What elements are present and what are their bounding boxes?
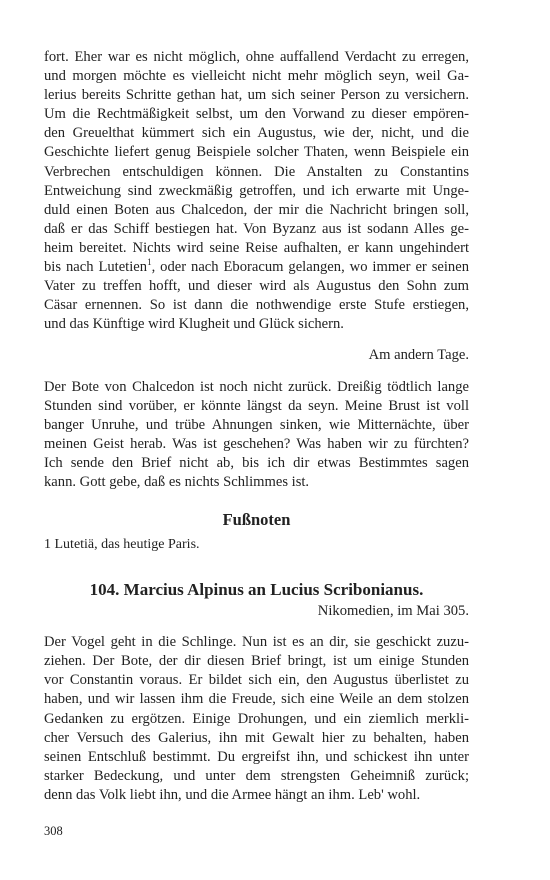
text-line: und das Künftige wird Klugheit und Glück sichern. (44, 316, 344, 333)
paragraph-1 (44, 48, 469, 334)
text-line: Ich sende den Brief nicht ab, bis ich dir etwas Bestimmtes sagen (44, 454, 469, 471)
text-line: fort. Eher war es nicht möglich, ohne auffallend Verdacht zu erregen, (44, 49, 469, 65)
page-number: 308 (44, 824, 63, 838)
text-line: seinen Entschluß bestimmt. Du ergreifst ihn, und schickest ihn unter (44, 748, 469, 765)
footnote-1: 1 Lutetiä, das heutige Paris. (44, 537, 200, 553)
text-line: ziehen. Der Bote, der dir diesen Brief bringt, ist um einige Stunden (44, 653, 469, 670)
paragraph-3 (44, 633, 469, 805)
text-fragment: , oder nach Eboracum gelangen, wo immer er seinen (151, 259, 469, 276)
text-line: vor Constantin voraus. Er bildet sich ein, den Augustus überlistet zu (44, 672, 469, 689)
text-line: Der Vogel geht in die Schlinge. Nun ist es an dir, sie geschickt zuzu- (44, 634, 469, 651)
text-line: Cäsar ernennen. So ist dann die nothwendige erste Stufe erstiegen, (44, 297, 469, 314)
text-line: Geschichte liefert genug Beispiele solcher Thaten, wenn Beispiele ein (44, 144, 469, 161)
letter-heading: 104. Marcius Alpinus an Lucius Scribonianus. (89, 580, 424, 600)
text-line: daß er das Schiff bestiegen hat. Von Byzanz aus ist sodann Alles ge- (44, 220, 469, 237)
page-body (44, 48, 469, 805)
text-line: heim bereitet. Nichts wird seine Reise aufhalten, er kann ungehindert (44, 239, 469, 256)
text-fragment: bis nach Lutetien (44, 259, 148, 276)
text-line: Vater zu treffen hofft, und dieser wird als Augustus den Sohn zum (44, 278, 469, 295)
text-line: den Greuelthat kümmert sich ein Augustus, wie der, nicht, und die (44, 125, 469, 142)
text-line: lerius bereits Schritte gethan hat, um sich seiner Person zu versichern. (44, 87, 469, 104)
text-line: haben, und wir lassen ihm die Freude, sich eine Weile an dem stolzen (44, 691, 469, 708)
text-line: Stunden sind vorüber, er könnte längst da seyn. Meine Brust ist voll (44, 397, 469, 414)
text-line: denn das Volk liebt ihn, und die Armee hängt an ihm. Leb' wohl. (44, 786, 421, 803)
text-line: und morgen möchte es vielleicht nicht mehr möglich seyn, weil Ga- (44, 68, 469, 85)
text-line: Um die Rechtmäßigkeit selbst, um den Vorwand zu dieser empören- (44, 106, 469, 123)
text-line: cher Versuch des Galerius, ihn mit Gewalt hier zu behalten, haben (44, 729, 469, 746)
text-line: Der Bote von Chalcedon ist noch nicht zurück. Dreißig tödtlich lange (44, 378, 469, 395)
text-line: banger Unruhe, und trübe Ahnungen sinken, wie Mitternächte, über (44, 416, 469, 433)
text-line: duld einen Boten aus Chalcedon, der mir die Nachricht bringen soll, (44, 201, 469, 218)
text-line: meinen Geist herab. Was ist geschehen? Was haben wir zu fürchten? (44, 435, 469, 452)
paragraph-2 (44, 378, 469, 493)
dateline: Am andern Tage. (368, 347, 469, 364)
text-line: kann. Gott gebe, daß es nichts Schlimmes ist. (44, 473, 310, 490)
footnotes-heading: Fußnoten (222, 510, 291, 530)
text-line-with-footnote (44, 258, 469, 277)
footnote-reference[interactable]: 1 (147, 257, 152, 268)
text-line: Gedanken zu ergötzen. Einige Drohungen, und ein ziemlich merkli- (44, 710, 469, 727)
text-line: starker Bedeckung, und unter dem strengsten Geheimniß zurück; (44, 767, 469, 784)
text-line: Verbrechen entschuldigen können. Die Anstalten zu Constantins (44, 163, 469, 180)
text-line: Entweichung sind zweckmäßig getroffen, und ich erwarte mit Unge- (44, 182, 469, 199)
dateline: Nikomedien, im Mai 305. (317, 603, 469, 620)
